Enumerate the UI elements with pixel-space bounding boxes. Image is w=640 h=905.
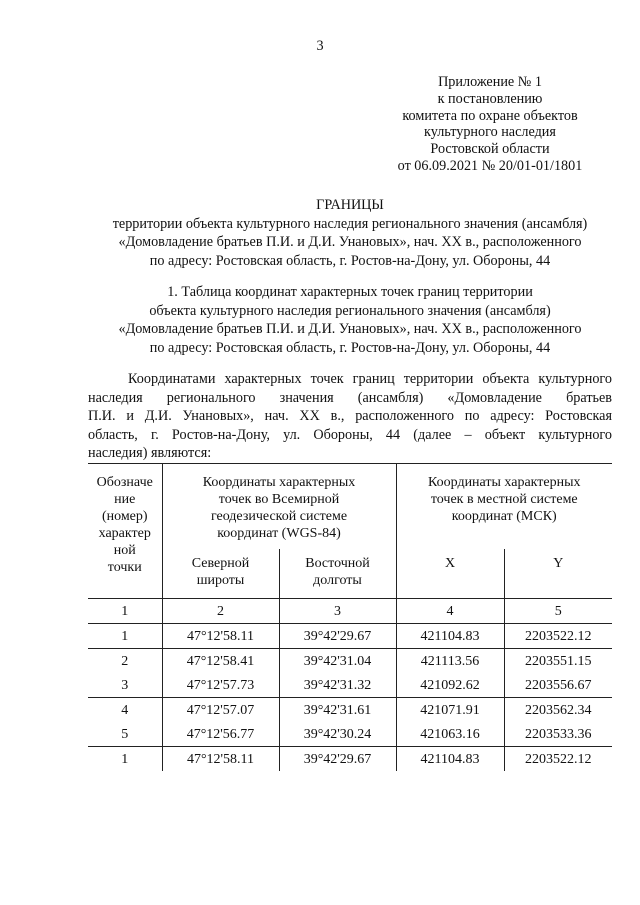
y-cell: 2203522.12 [525,751,592,767]
point-cell: 4 [88,698,162,723]
table-row [88,649,612,674]
heading-line: территории объекта культурного наследия регионального значения (ансамбля) [112,215,588,232]
column-number: 3 [279,599,396,624]
x-cell: 421104.83 [396,747,504,772]
appendix-line: Ростовской области [430,141,550,158]
wgs84-header: Координаты характерных точек во Всемирной геодезической системе координат (WGS-84) [162,464,396,549]
east-longitude-header: Восточной долготы [279,549,396,599]
appendix-line: комитета по охране объектов [402,107,578,124]
appendix-line: к постановлению [437,90,543,107]
document-heading [70,196,630,270]
coordinates-table [88,463,612,771]
east-cell: 39°42'31.61 [279,698,396,723]
appendix-block [390,74,590,175]
y-header: Y [553,555,564,571]
x-header: X [396,549,504,599]
east-cell: 39°42'31.04 [279,649,396,674]
north-cell: 47°12'58.41 [162,649,279,674]
north-cell: 47°12'58.11 [162,624,279,649]
point-cell: 1 [88,747,162,772]
appendix-line: Приложение № 1 [438,74,542,90]
table-caption [70,283,630,357]
point-cell: 5 [88,722,162,747]
y-cell: 2203556.67 [504,673,612,698]
table-row [88,624,612,649]
table-caption-line: «Домовладение братьев П.И. и Д.И. Унановых», нач. XX в., расположенного [118,321,582,337]
y-cell: 2203551.15 [525,653,592,669]
east-cell: 39°42'29.67 [279,624,396,649]
north-cell: 47°12'56.77 [162,722,279,747]
table-row [88,673,612,698]
heading-line: по адресу: Ростовская область, г. Ростов-на-Дону, ул. Обороны, 44 [149,252,551,269]
point-cell: 3 [88,673,162,698]
table-row [88,698,612,723]
column-number: 2 [162,599,279,624]
point-cell: 1 [88,624,162,649]
north-cell: 47°12'58.11 [162,747,279,772]
y-cell: 2203562.34 [525,702,592,718]
x-cell: 421063.16 [396,722,504,747]
north-cell: 47°12'57.07 [162,698,279,723]
heading-line: «Домовладение братьев П.И. и Д.И. Унановых», нач. XX в., расположенного [118,234,582,250]
table-caption-line: по адресу: Ростовская область, г. Ростов-на-Дону, ул. Обороны, 44 [149,339,551,356]
column-number: 5 [504,599,612,624]
y-cell: 2203533.36 [504,722,612,747]
intro-line: наследия регионального значения (ансамбля) «Домовладение братьев [88,389,612,406]
table-caption-line: объекта культурного наследия регионального значения (ансамбля) [149,302,551,319]
intro-paragraph [88,370,612,463]
east-cell: 39°42'31.32 [279,673,396,698]
point-cell: 2 [88,649,162,674]
appendix-line: культурного наследия [424,124,556,141]
x-cell: 421092.62 [396,673,504,698]
point-column-header: Обозначе ние (номер) характер ной точки [88,464,162,599]
x-cell: 421113.56 [396,649,504,674]
appendix-line: от 06.09.2021 № 20/01-01/1801 [397,157,583,174]
table-row [88,722,612,747]
column-number: 4 [396,599,504,624]
column-number: 1 [88,599,162,624]
east-cell: 39°42'30.24 [279,722,396,747]
x-cell: 421104.83 [396,624,504,649]
x-cell: 421071.91 [396,698,504,723]
msk-header: Координаты характерных точек в местной системе координат (МСК) [396,464,612,549]
column-number-row [88,599,612,624]
table-row [88,747,612,772]
north-latitude-header: Северной широты [162,549,279,599]
north-cell: 47°12'57.73 [162,673,279,698]
intro-line: Координатами характерных точек границ территории объекта культурного [128,371,612,387]
page-number: 3 [316,38,324,54]
heading-title: ГРАНИЦЫ [316,197,384,213]
intro-line: П.И. и Д.И. Унановых», нач. XX в., расположенного по адресу: Ростовская [88,408,612,424]
intro-line: область, г. Ростов-на-Дону, ул. Обороны, 44 (далее – объект культурного [88,426,612,443]
intro-line: наследия) являются: [88,445,212,461]
east-cell: 39°42'29.67 [279,747,396,772]
table-caption-line: 1. Таблица координат характерных точек границ территории [167,284,533,300]
y-cell: 2203522.12 [504,624,612,649]
